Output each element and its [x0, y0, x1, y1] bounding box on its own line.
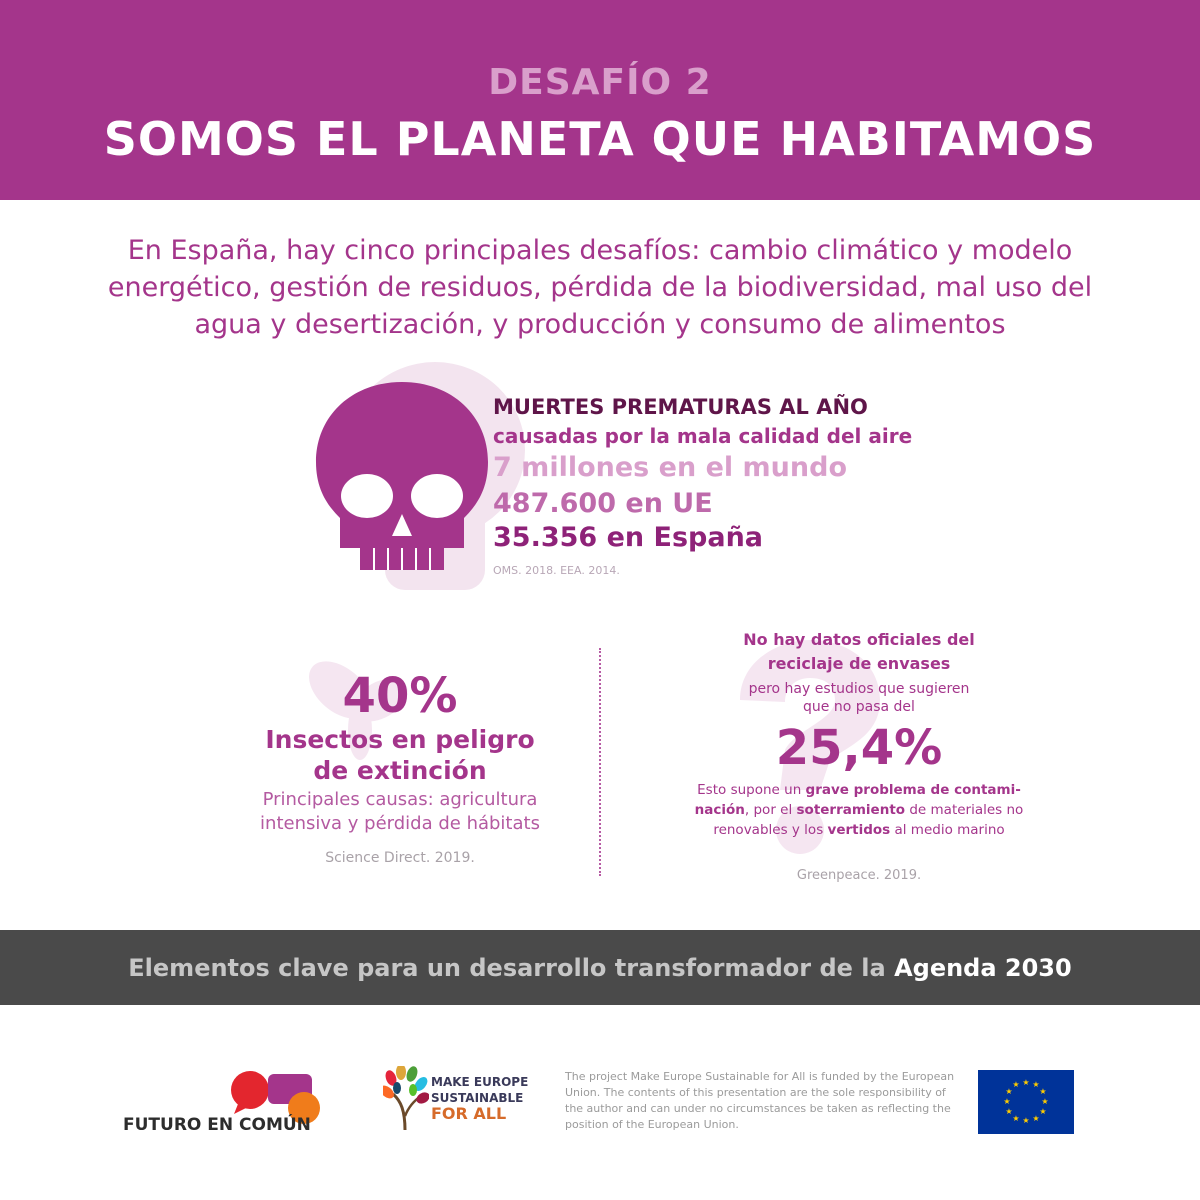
svg-text:★: ★	[1005, 1107, 1013, 1116]
insects-source: Science Direct. 2019.	[325, 850, 475, 866]
mesa-line1: MAKE EUROPE	[431, 1075, 529, 1089]
svg-text:★: ★	[1039, 1087, 1047, 1096]
section-divider	[599, 648, 601, 876]
recycling-detail	[629, 780, 1089, 840]
deaths-subtitle: causadas por la mala calidad del aire	[493, 424, 913, 448]
recycling-sub-line2: que no pasa del	[803, 699, 915, 715]
deaths-spain-stat: 35.356 en España	[493, 522, 764, 553]
svg-text:★: ★	[1022, 1078, 1030, 1087]
recycling-detail-bold: nación	[694, 802, 745, 818]
mesa-line3: FOR ALL	[431, 1104, 507, 1123]
futuro-en-comun-text: FUTURO EN COMÚN	[123, 1115, 311, 1135]
insects-title-line2: de extinción	[313, 756, 487, 785]
recycling-detail-part: al medio marino	[890, 822, 1005, 838]
recycling-detail-bold: soterramiento	[796, 802, 906, 818]
svg-text:★: ★	[1012, 1114, 1020, 1123]
insects-percent: 40%	[342, 668, 458, 724]
insects-title	[150, 724, 650, 786]
recycling-source: Greenpeace. 2019.	[796, 868, 922, 883]
recycling-subtitle	[629, 680, 1089, 716]
deaths-eu-stat: 487.600 en UE	[493, 488, 713, 519]
svg-text:★: ★	[1012, 1080, 1020, 1089]
recycling-detail-part: renovables y los	[713, 822, 828, 838]
footer-text	[0, 954, 1200, 982]
deaths-title: MUERTES PREMATURAS AL AÑO	[493, 395, 868, 419]
svg-text:★: ★	[1032, 1080, 1040, 1089]
recycling-detail-part: de materiales no	[905, 802, 1024, 818]
svg-text:★: ★	[1022, 1116, 1030, 1125]
recycling-title-line2: reciclaje de envases	[767, 654, 951, 673]
recycling-percent: 25,4%	[775, 720, 943, 776]
recycling-title	[629, 628, 1089, 676]
mesa-line2: SUSTAINABLE	[431, 1091, 524, 1105]
deaths-source: OMS. 2018. EEA. 2014.	[493, 564, 620, 577]
insects-title-line1: Insectos en peligro	[265, 725, 535, 754]
eu-flag-icon	[978, 1070, 1074, 1134]
recycling-title-line1: No hay datos oficiales del	[743, 630, 975, 649]
make-europe-sustainable-text	[431, 1074, 528, 1122]
svg-text:★: ★	[1005, 1087, 1013, 1096]
eu-disclaimer: The project Make Europe Sustainable for All is funded by the European Union. The contents of this presentation are the sole responsibility of the author and can under no circumstances be taken as reflecting the position of the European Union.	[565, 1070, 955, 1131]
footer-text-main: Elementos clave para un desarrollo transformador de la	[128, 954, 895, 982]
make-europe-sustainable-logo-icon	[383, 1066, 429, 1132]
challenge-label: DESAFÍO 2	[488, 62, 712, 103]
insects-causes-line2: intensiva y pérdida de hábitats	[260, 813, 540, 834]
insects-causes	[150, 788, 650, 836]
page-title: SOMOS EL PLANETA QUE HABITAMOS	[103, 112, 1097, 166]
recycling-detail-part: , por el	[744, 802, 797, 818]
intro-text: En España, hay cinco principales desafíos: cambio climático y modelo energético, gestión de residuos, pérdida de la biodiversidad, mal uso del agua y desertización, y producción y consumo de alimentos	[107, 235, 1093, 340]
deaths-world-stat: 7 millones en el mundo	[493, 452, 847, 483]
svg-text:★: ★	[1003, 1097, 1011, 1106]
svg-text:★: ★	[1032, 1114, 1040, 1123]
svg-text:★: ★	[1041, 1097, 1049, 1106]
recycling-detail-bold: grave problema de contami-	[805, 782, 1021, 798]
insects-causes-line1: Principales causas: agricultura	[262, 789, 538, 810]
recycling-detail-bold: vertidos	[827, 822, 891, 838]
recycling-sub-line1: pero hay estudios que sugieren	[748, 681, 970, 697]
skull-icon	[312, 378, 492, 578]
footer-highlight: Agenda 2030	[894, 954, 1072, 982]
svg-text:★: ★	[1039, 1107, 1047, 1116]
recycling-detail-part: Esto supone un	[697, 782, 806, 798]
